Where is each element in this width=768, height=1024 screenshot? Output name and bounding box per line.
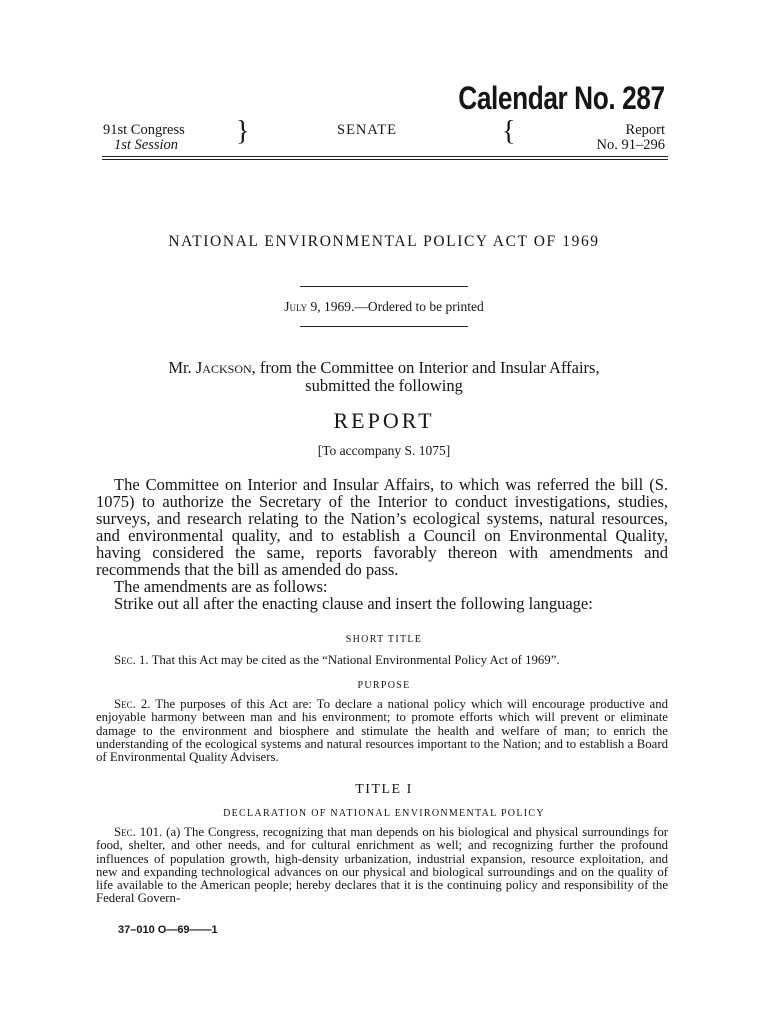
ordered-text: .—Ordered to be printed [351,299,484,314]
submitted-rest: , from the Committee on Interior and Insular Affairs, [251,358,600,377]
left-brace-icon: } [236,116,250,147]
accompany-note: [To accompany S. 1075] [317,443,451,458]
section-2-label: Sec. 2. [114,697,151,711]
report-number: No. 91–296 [596,137,665,153]
chamber-label: SENATE [337,122,397,138]
section-1 [96,654,668,667]
act-title: NATIONAL ENVIRONMENTAL POLICY ACT OF 1969 [168,233,600,250]
ordered-date: July 9, 1969 [284,299,351,314]
title-rule-lower [300,326,468,327]
right-brace-icon: { [502,116,516,147]
submitted-prefix: Mr. [168,358,196,377]
submitted-line-2: submitted the following [305,376,463,395]
report-heading: REPORT [333,408,435,433]
body-paragraph-3: Strike out all after the enacting clause and insert the following language: [114,594,593,613]
print-code: 37–010 O—69——1 [118,924,218,936]
ordered-line [0,299,768,315]
section-101-text: (a) The Congress, recognizing that man depends on his biological and physical surroundings for food, shelter, and other needs, and for cultural enrichment as well; and recognizing further the profound influences of population growth, high-density urbanization, industrial expansion, resource exploitation, and new and expanding technological advances on our physical and biological surroundings and on the quality of life available to the American people; hereby declares that it is the continuing policy and responsibility of the Federal Govern- [96,825,668,906]
section-101 [96,826,668,906]
title-i-heading: TITLE I [355,782,413,797]
report-body [96,476,668,612]
body-paragraph-2: The amendments are as follows: [114,577,328,596]
senator-name: Jackson [195,358,252,377]
calendar-number: Calendar No. 287 [458,80,665,116]
declaration-heading: DECLARATION OF NATIONAL ENVIRONMENTAL POLICY [223,808,545,819]
body-paragraph-1: The Committee on Interior and Insular Affairs, to which was referred the bill (S. 1075) to authorize the Secretary of the Interior to conduct investigations, studies, surveys, and research relating to the Nation’s ecological systems, natural resources, and environmental quality, and to establish a Council on Environmental Quality, having considered the same, reports favorably thereon with amendments and recommends that the bill as amended do pass. [96,475,668,579]
congress-label: 91st Congress [103,122,185,138]
session-label: 1st Session [114,137,179,153]
section-101-label: Sec. 101. [114,825,163,839]
title-rule-upper [300,286,468,287]
section-2 [96,698,668,764]
submitted-line-1 [0,358,768,378]
section-2-text: The purposes of this Act are: To declare a national policy which will encourage productive and enjoyable harmony between man and his environment; to promote efforts which will prevent or eliminate damage to the environment and biosphere and stimulate the health and welfare of man; to enrich the understanding of the ecological systems and natural resources important to the Nation; and to establish a Board of Environmental Quality Advisers. [96,697,669,765]
short-title-heading: SHORT TITLE [345,634,423,645]
header-rule-bottom [102,159,668,160]
header-rule-top [102,156,668,157]
section-1-text: That this Act may be cited as the “National Environmental Policy Act of 1969”. [148,653,560,667]
report-label: Report [625,122,665,138]
section-1-label: Sec. 1. [114,653,149,667]
purpose-heading: PURPOSE [357,680,411,691]
